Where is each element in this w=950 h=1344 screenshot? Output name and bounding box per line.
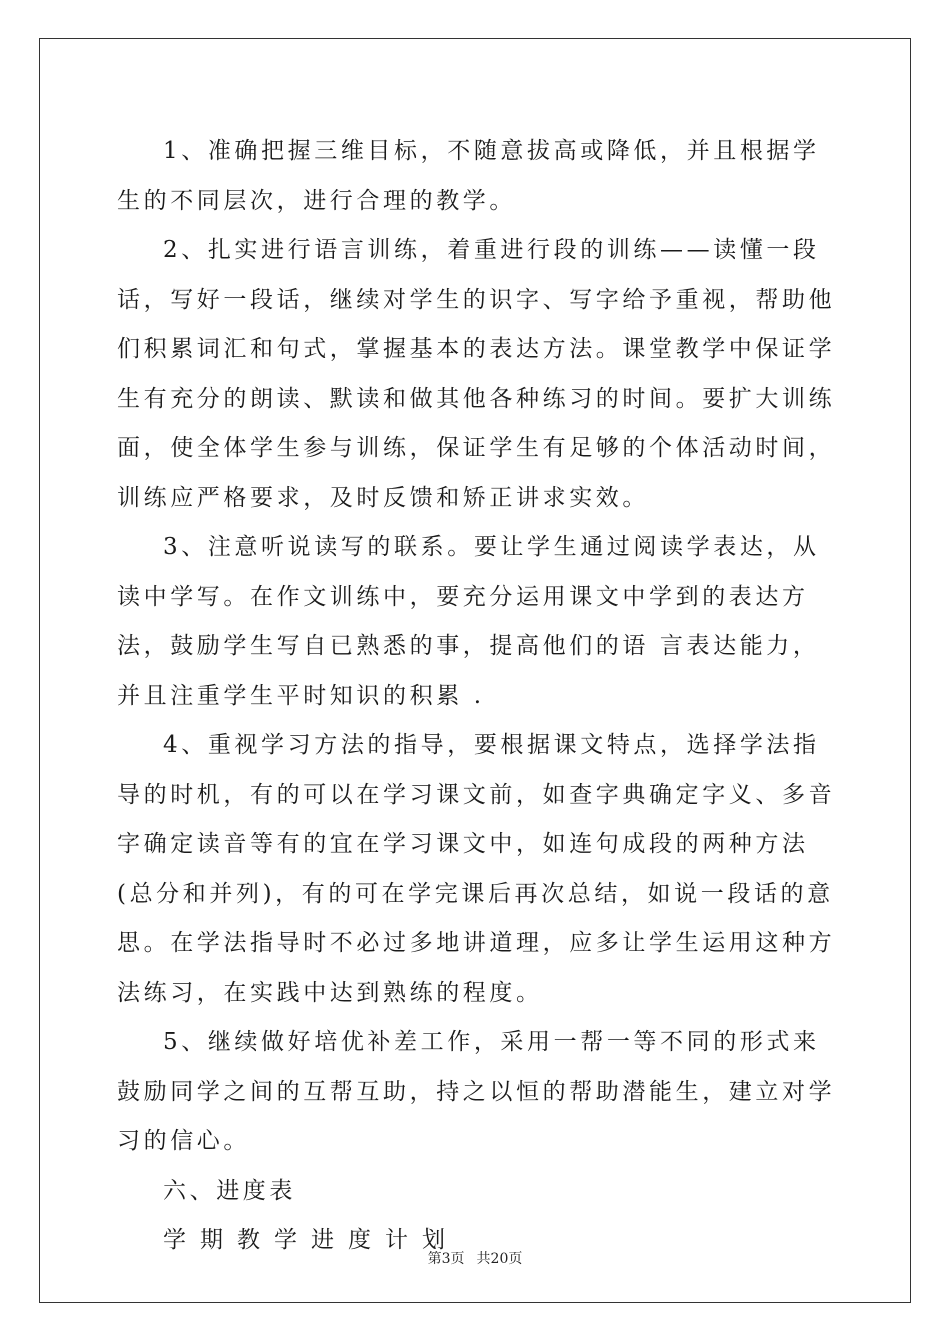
paragraph-4: 4、重视学习方法的指导，要根据课文特点，选择学法指导的时机，有的可以在学习课文前，如查字典确定字义、多音字确定读音等有的宜在学习课文中，如连句成段的两种方法(总分和并列)，有的可在学完课后再次总结，如说一段话的意思。在学法指导时不必过多地讲道理，应多让学生运用这种方法练习，在实践中达到熟练的程度。 xyxy=(117,732,836,1006)
paragraph-3: 3、注意听说读写的联系。要让学生通过阅读学表达，从读中学写。在作文训练中，要充分运用课文中学到的表达方法，鼓励学生写自已熟悉的事，提高他们的语 言表达能力，并且注重学生平时知识的积累 . xyxy=(117,534,820,709)
section-heading: 六、进度表 xyxy=(163,1177,296,1204)
plan-title: 学期教学进度计划 xyxy=(163,1227,459,1253)
page-footer xyxy=(0,1248,950,1268)
paragraph-2: 2、扎实进行语言训练，着重进行段的训练——读懂一段话，写好一段话，继续对学生的识字、写字给予重视，帮助他们积累词汇和句式，掌握基本的表达方法。课堂教学中保证学生有充分的朗读、默读和做其他各种练习的时间。要扩大训练面，使全体学生参与训练，保证学生有足够的个体活动时间，训练应严格要求，及时反馈和矫正讲求实效。 xyxy=(117,237,836,511)
paragraph-5: 5、继续做好培优补差工作，采用一帮一等不同的形式来鼓励同学之间的互帮互助，持之以恒的帮助潜能生，建立对学习的信心。 xyxy=(117,1029,836,1154)
page-number: 第3页 xyxy=(427,1251,465,1267)
page-total: 共20页 xyxy=(476,1251,523,1267)
paragraph-1: 1、准确把握三维目标，不随意拔高或降低，并且根据学生的不同层次，进行合理的教学。 xyxy=(117,138,820,214)
document-body xyxy=(117,127,837,1266)
